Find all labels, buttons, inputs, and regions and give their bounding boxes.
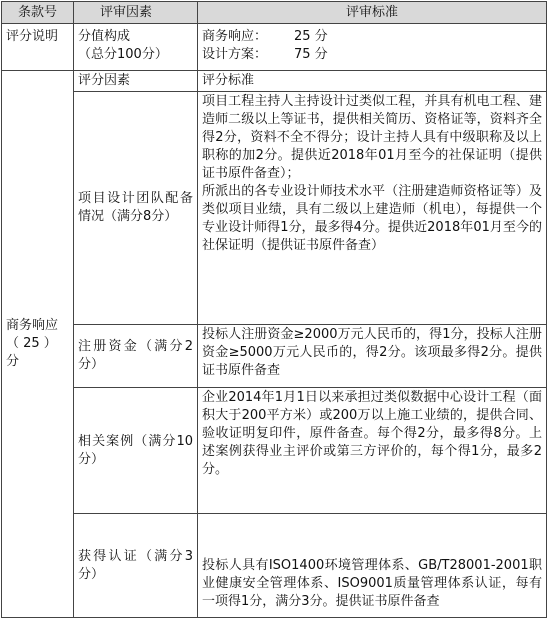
- table-row: [2, 388, 547, 514]
- factor-cell: 相关案例（满分10分）: [74, 388, 198, 514]
- standard-cell: 投标人具有ISO1400环境管理体系、GB/T28001-2001职业健康安全管理体系、ISO9001质量管理体系认证，每有一项得1分，满分3分。提供证书原件备查: [198, 514, 547, 618]
- score-item-name: 商务响应：: [202, 29, 268, 44]
- scoring-table: [1, 1, 547, 618]
- standard-text: 所派出的各专业设计师技术水平（注册建造师资格证等）及类似项目业绩，具有二级以上建造师（机电），每提供一个专业设计师得1分，最多得4分。提供近2018年01月至今的社保证明（提供证书原件备查）: [202, 184, 542, 253]
- score-item: [202, 28, 542, 46]
- header-review-factor: 评审因素: [74, 2, 198, 24]
- standard-cell: [198, 92, 547, 325]
- standard-cell: 投标人注册资金≥2000万元人民币的，得1分，投标人注册资金≥5000万元人民币的，得2分。该项最多得2分。提供证书原件备查: [198, 325, 547, 388]
- score-summary-label: 评分说明: [2, 24, 74, 71]
- subheader-factor: 评分因素: [74, 71, 198, 92]
- score-summary-row: [2, 24, 547, 71]
- factor-cell: 项目设计团队配备情况（满分8分）: [74, 92, 198, 325]
- factor-cell: 获得认证（满分3分）: [74, 514, 198, 618]
- table-row: [2, 325, 547, 388]
- header-clause-no: 条款号: [2, 2, 74, 24]
- table-row: [2, 92, 547, 325]
- score-composition-label: 分值构成: [78, 29, 131, 44]
- score-item-value: 25 分: [294, 29, 328, 44]
- table-row: [2, 514, 547, 618]
- score-item-value: 75 分: [294, 47, 328, 62]
- score-composition: [74, 24, 198, 71]
- factor-cell: 注册资金（满分2分）: [74, 325, 198, 388]
- standard-text: 项目工程主持人主持设计过类似工程，并具有机电工程、建造师二级以上等证书，提供相关简历、资格证等，资料齐全得2分，资料不全不得分；设计主持人具有中级职称及以上职称的加2分。提供近2018年01月至今的社保证明（提供证书原件备查）；: [202, 94, 542, 181]
- standard-cell: 企业2014年1月1日以来承担过类似数据中心设计工程（面积大于200平方米）或200万以上施工业绩的，提供合同、验收证明复印件，原件备查。每个得2分，最多得8分。上述案例获得业主评价或第三方评价的，每个得1分，最多2分。: [198, 388, 547, 514]
- section-label: 商务响应（ 25 ）分: [6, 318, 59, 369]
- subheader-standard: 评分标准: [198, 71, 547, 92]
- subheader-row: [2, 71, 547, 92]
- score-composition-total: （总分100分）: [78, 47, 168, 62]
- score-composition-values: [198, 24, 547, 71]
- section-label-cell: [2, 71, 74, 618]
- table-header-row: [2, 2, 547, 24]
- score-item: [202, 46, 542, 64]
- score-item-name: 设计方案：: [202, 47, 268, 62]
- header-review-standard: 评审标准: [198, 2, 547, 24]
